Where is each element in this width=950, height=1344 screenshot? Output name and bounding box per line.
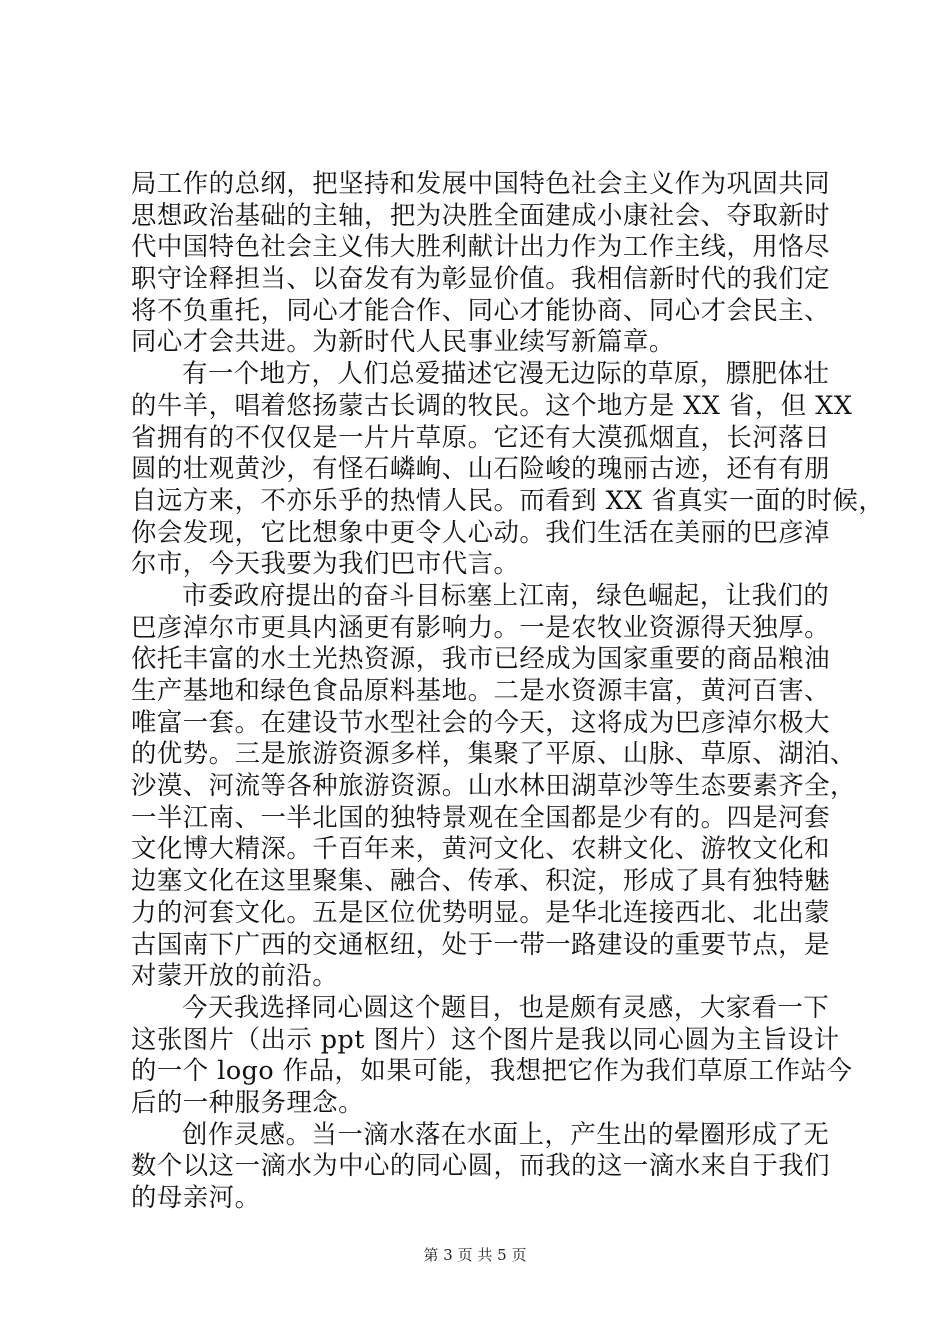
page-number-footer: 第 3 页 共 5 页	[423, 1246, 527, 1264]
paragraph-first-line: 今天我选择同心圆这个题目，也是颇有灵感，大家看一下	[182, 991, 830, 1022]
body-line: 唯富一套。在建设节水型社会的今天，这将成为巴彦淖尔极大	[131, 706, 831, 737]
body-line: 这张图片（出示 ppt 图片）这个图片是我以同心圆为主旨设计	[131, 1023, 840, 1054]
body-line: 的牛羊，唱着悠扬蒙古长调的牧民。这个地方是 XX 省，但 XX	[131, 389, 853, 420]
body-line: 的优势。三是旅游资源多样，集聚了平原、山脉、草原、湖泊、	[131, 738, 856, 769]
paragraph-first-line: 有一个地方，人们总爱描述它漫无边际的草原，膘肥体壮	[182, 358, 830, 389]
paragraph-first-line: 创作灵感。当一滴水落在水面上，产生出的晕圈形成了无	[182, 1118, 830, 1149]
body-line: 依托丰富的水土光热资源，我市已经成为国家重要的商品粮油	[131, 643, 831, 674]
body-line: 巴彦淖尔市更具内涵更有影响力。一是农牧业资源得天独厚。	[131, 611, 831, 642]
body-line: 生产基地和绿色食品原料基地。二是水资源丰富，黄河百害、	[131, 675, 831, 705]
body-line: 职守诠释担当、以奋发有为彰显价值。我相信新时代的我们定	[131, 263, 831, 294]
body-line: 边塞文化在这里聚集、融合、传承、积淀，形成了具有独特魅	[131, 865, 831, 896]
body-line: 圆的壮观黄沙，有怪石嶙峋、山石险峻的瑰丽古迹，还有有朋	[131, 453, 831, 484]
body-line: 局工作的总纲，把坚持和发展中国特色社会主义作为巩固共同	[131, 168, 831, 198]
body-line: 你会发现，它比想象中更令人心动。我们生活在美丽的巴彦淖	[131, 516, 831, 547]
body-line: 同心才会共进。为新时代人民事业续写新篇章。	[131, 326, 675, 357]
body-line: 后的一种服务理念。	[131, 1086, 365, 1117]
body-line: 对蒙开放的前沿。	[131, 960, 339, 991]
body-line: 省拥有的不仅仅是一片片草原。它还有大漠孤烟直，长河落日	[131, 421, 831, 452]
body-line: 力的河套文化。五是区位优势明显。是华北连接西北、北出蒙	[131, 896, 831, 927]
body-line: 一半江南、一半北国的独特景观在全国都是少有的。四是河套	[131, 801, 831, 832]
body-line: 尔市，今天我要为我们巴市代言。	[131, 548, 520, 579]
body-line: 思想政治基础的主轴，把为决胜全面建成小康社会、夺取新时	[131, 199, 831, 230]
body-line: 文化博大精深。千百年来，黄河文化、农耕文化、游牧文化和	[131, 833, 831, 864]
body-line: 沙漠、河流等各种旅游资源。山水林田湖草沙等生态要素齐全，	[131, 770, 856, 801]
body-line: 数个以这一滴水为中心的同心圆，而我的这一滴水来自于我们	[131, 1150, 831, 1181]
document-body	[131, 168, 885, 1214]
body-line: 的一个 logo 作品，如果可能，我想把它作为我们草原工作站今	[131, 1055, 853, 1086]
body-line: 自远方来，不亦乐乎的热情人民。而看到 XX 省真实一面的时候，	[131, 484, 885, 515]
paragraph-first-line: 市委政府提出的奋斗目标塞上江南，绿色崛起，让我们的	[182, 579, 830, 610]
body-line: 的母亲河。	[131, 1182, 261, 1212]
body-line: 将不负重托，同心才能合作、同心才能协商、同心才会民主、	[131, 294, 831, 325]
body-line: 古国南下广西的交通枢纽，处于一带一路建设的重要节点，是	[131, 928, 831, 959]
body-line: 代中国特色社会主义伟大胜利献计出力作为工作主线，用恪尽	[131, 231, 831, 262]
